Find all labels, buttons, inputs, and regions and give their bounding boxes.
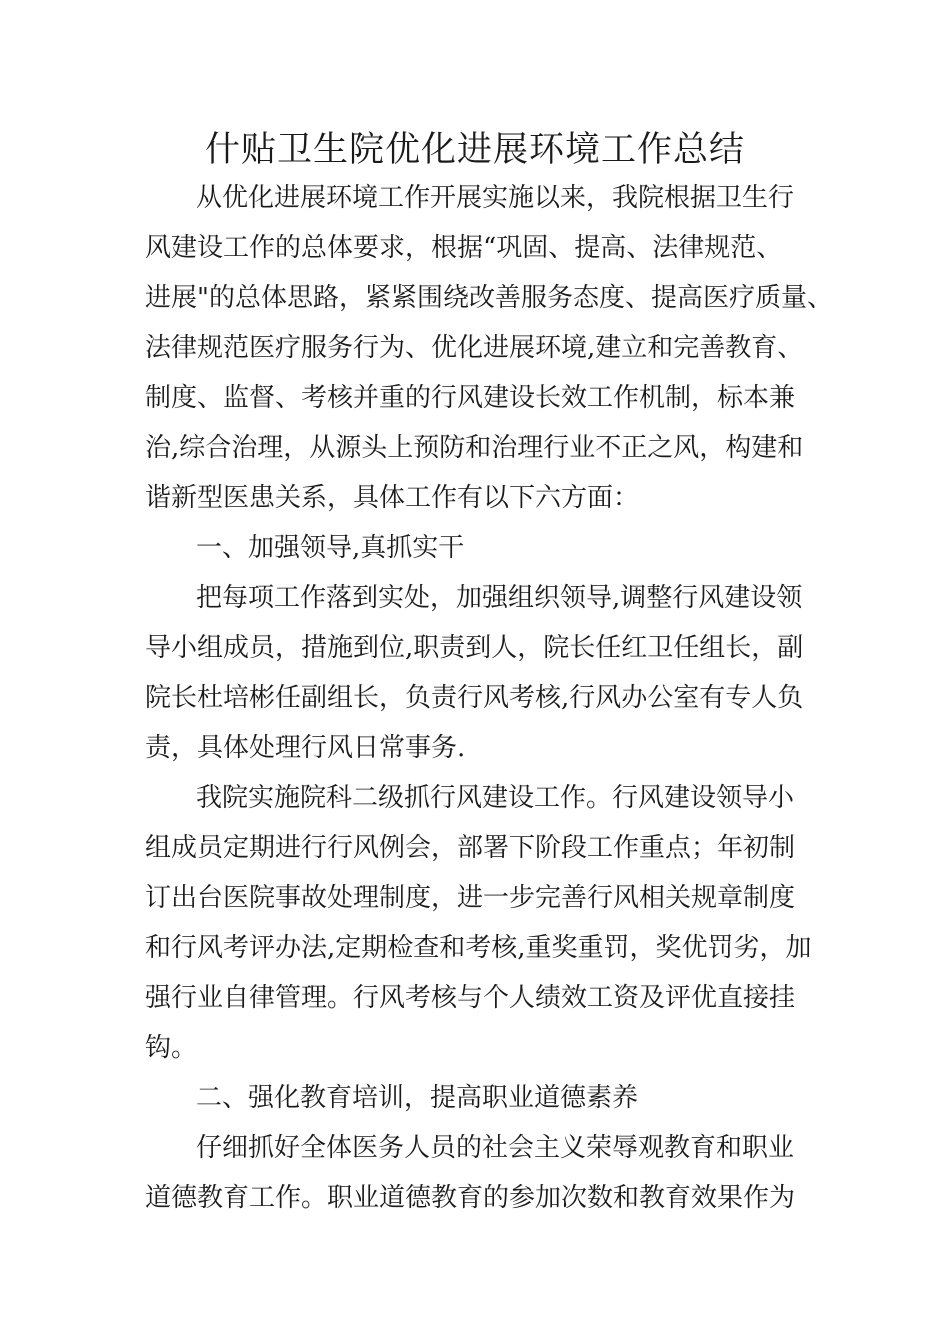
paragraph-line: 谐新型医患关系，具体工作有以下六方面： — [145, 483, 640, 513]
paragraph-line: 制度、监督、考核并重的行风建设长效工作机制，标本兼 — [145, 383, 796, 413]
paragraph-line: 钩。 — [145, 1033, 198, 1063]
section-heading: 一、加强领导,真抓实干 — [196, 533, 465, 563]
paragraph-line: 把每项工作落到实处，加强组织领导,调整行风建设领 — [196, 583, 803, 613]
section-heading: 二、强化教育培训，提高职业道德素养 — [196, 1083, 639, 1113]
paragraph-line: 进展"的总体思路，紧紧围绕改善服务态度、提高医疗质量、 — [145, 283, 833, 313]
paragraph-line: 导小组成员，措施到位,职责到人，院长任红卫任组长，副 — [145, 633, 804, 663]
paragraph-line: 风建设工作的总体要求，根据“巩固、提高、法律规范、 — [145, 233, 783, 263]
paragraph-line: 仔细抓好全体医务人员的社会主义荣辱观教育和职业 — [196, 1133, 795, 1163]
paragraph-line: 责，具体处理行风日常事务. — [145, 733, 466, 763]
document-title: 什贴卫生院优化进展环境工作总结 — [204, 130, 745, 170]
paragraph-line: 强行业自律管理。行风考核与个人绩效工资及评优直接挂 — [145, 983, 796, 1013]
paragraph-line: 我院实施院科二级抓行风建设工作。行风建设领导小 — [196, 783, 795, 813]
paragraph-line: 从优化进展环境工作开展实施以来，我院根据卫生行 — [196, 183, 795, 213]
paragraph-line: 组成员定期进行行风例会，部署下阶段工作重点；年初制 — [145, 833, 796, 863]
paragraph-line: 和行风考评办法,定期检查和考核,重奖重罚，奖优罚劣，加 — [145, 933, 812, 963]
paragraph-line: 法律规范医疗服务行为、优化进展环境,建立和完善教育、 — [145, 333, 804, 363]
paragraph-line: 院长杜培彬任副组长，负责行风考核,行风办公室有专人负 — [145, 683, 804, 713]
paragraph-line: 道德教育工作。职业道德教育的参加次数和教育效果作为 — [145, 1183, 796, 1213]
paragraph-line: 治,综合治理，从源头上预防和治理行业不正之风，构建和 — [145, 433, 804, 463]
paragraph-line: 订出台医院事故处理制度，进一步完善行风相关规章制度 — [145, 883, 796, 913]
